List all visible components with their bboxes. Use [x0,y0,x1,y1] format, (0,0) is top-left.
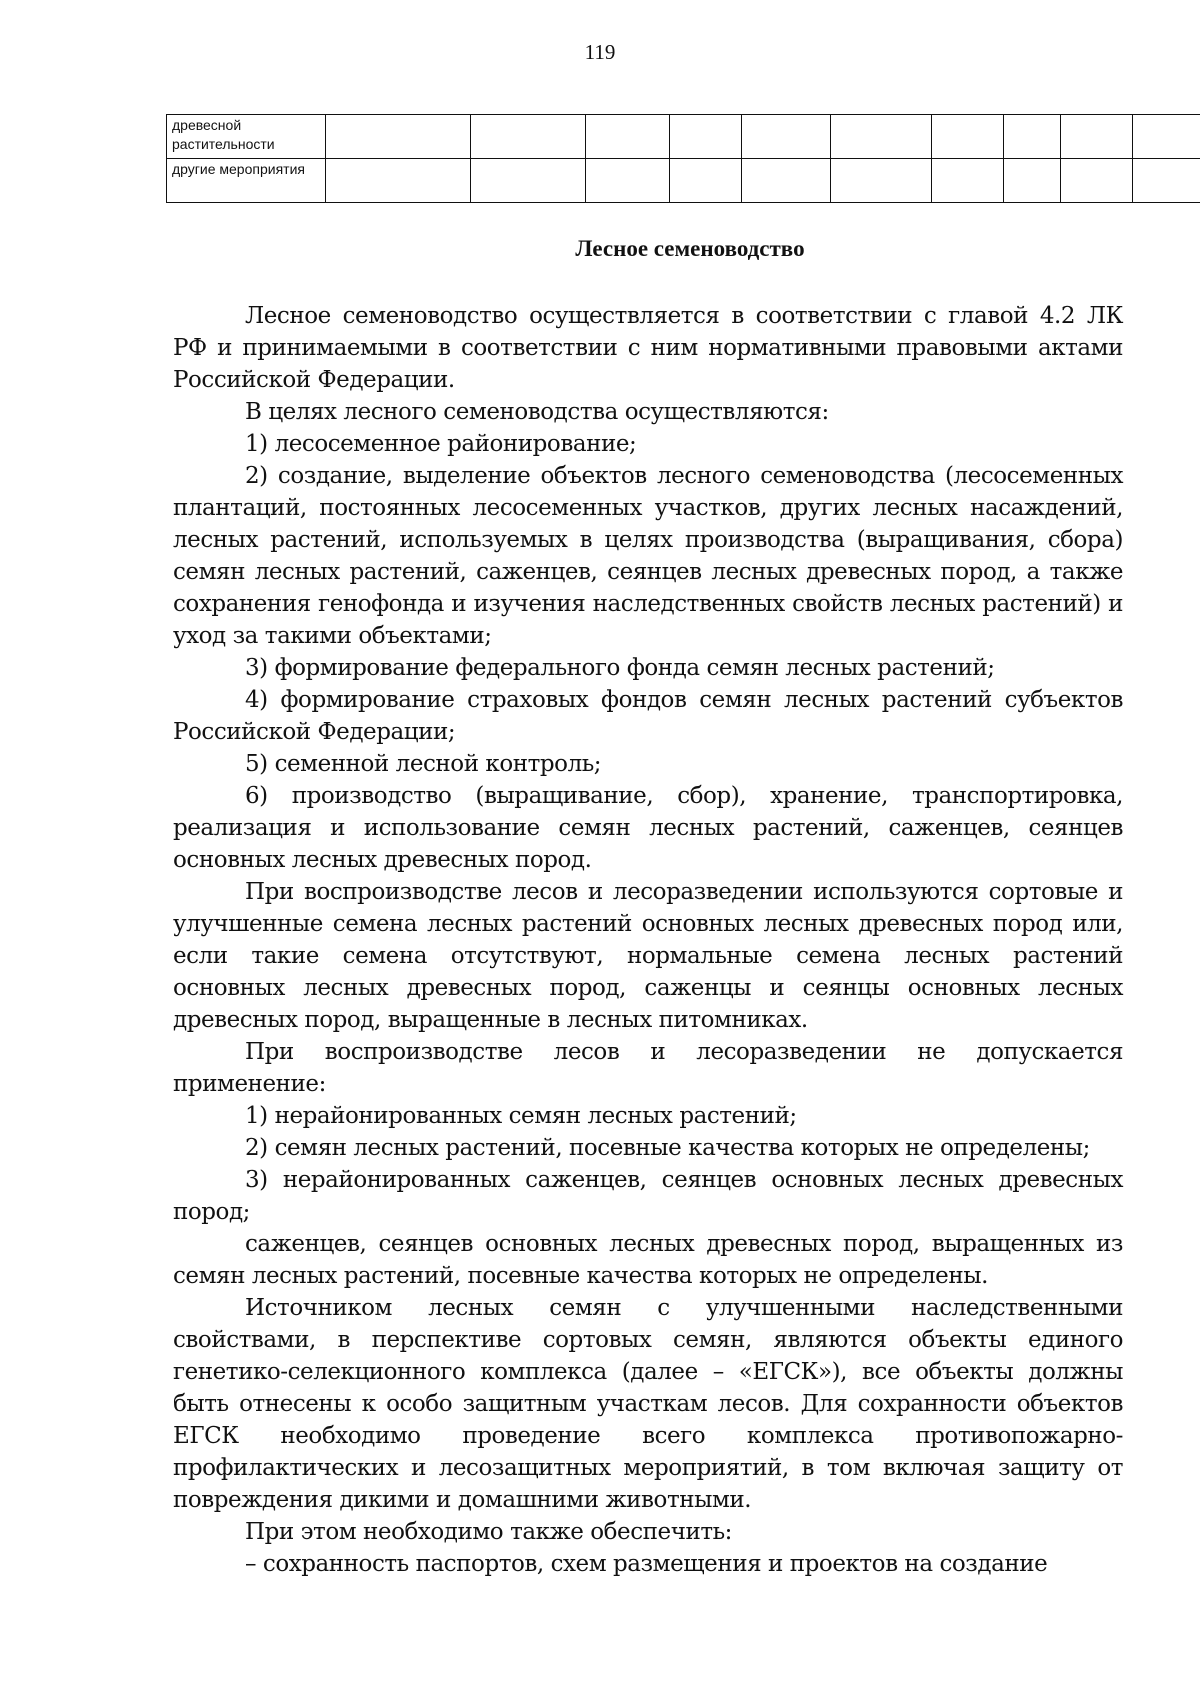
page-number: 119 [584,40,616,64]
paragraph: – сохранность паспортов, схем размещения и проектов на создание [245,1551,1048,1577]
paragraph: Лесное семеноводство осуществляется в соответствии с главой 4.2 ЛК РФ и принимаемыми в соответствии с ним нормативными правовыми актами Российской Федерации. [173,303,1123,393]
paragraph: При воспроизводстве лесов и лесоразведении используются сортовые и улучшенные семена лесных растений основных лесных древесных пород или, если такие семена отсутствуют, нормальные семена лесных растений основных лесных древесных пород, саженцы и сеянцы основных лесных древесных пород, выращенные в лесных питомниках. [173,879,1123,1033]
table-cell [670,115,742,159]
paragraph: саженцев, сеянцев основных лесных древесных пород, выращенных из семян лесных растений, посевные качества которых не определены. [173,1231,1123,1289]
document-body [173,300,1123,1580]
table-row [167,159,1200,203]
table-cell [326,115,471,159]
table-cell [831,115,932,159]
table-cell [742,159,831,203]
paragraph: 1) нерайонированных семян лесных растений; [245,1103,797,1129]
table-cell [1133,115,1200,159]
paragraph: 6) производство (выращивание, сбор), хранение, транспортировка, реализация и использование семян лесных растений, саженцев, сеянцев основных лесных древесных пород. [173,783,1123,873]
paragraph: 3) формирование федерального фонда семян лесных растений; [245,655,995,681]
paragraph: 2) семян лесных растений, посевные качества которых не определены; [245,1135,1090,1161]
table-body [167,115,1200,203]
table-cell [1061,115,1133,159]
table-cell [471,115,586,159]
paragraph: Источником лесных семян с улучшенными наследственными свойствами, в перспективе сортовых семян, являются объекты единого генетико-селекционного комплекса (далее – «ЕГСК»), все объекты должны быть отнесены к особо защитным участкам лесов. Для сохранности объектов ЕГСК необходимо проведение всего комплекса противопожарно-профилактических и лесозащитных мероприятий, в том включая защиту от повреждения дикими и домашними животными. [173,1295,1123,1513]
table-cell [586,115,670,159]
paragraph: В целях лесного семеноводства осуществляются: [245,399,829,425]
table-cell [1004,159,1061,203]
table-cell [1061,159,1133,203]
table-cell [471,159,586,203]
section-title: Лесное семеноводство [575,236,805,261]
table-cell [670,159,742,203]
table-cell [586,159,670,203]
paragraph: 5) семенной лесной контроль; [245,751,602,777]
table-cell [326,159,471,203]
table-cell: древесной растительности [167,115,326,159]
table-cell [932,159,1004,203]
table-cell [932,115,1004,159]
table-cell [742,115,831,159]
paragraph: 3) нерайонированных саженцев, сеянцев основных лесных древесных пород; [173,1167,1123,1225]
paragraph: При воспроизводстве лесов и лесоразведении не допускается применение: [173,1039,1123,1097]
table-cell [1004,115,1061,159]
paragraph: 2) создание, выделение объектов лесного семеноводства (лесосеменных плантаций, постоянных лесосеменных участков, других лесных насаждений, лесных растений, используемых в целях производства (выращивания, сбора) семян лесных растений, саженцев, сеянцев лесных древесных пород, а также сохранения генофонда и изучения наследственных свойств лесных растений) и уход за такими объектами; [173,463,1123,649]
table-cell [831,159,932,203]
table-cell: другие мероприятия [167,159,326,203]
table-row [167,115,1200,159]
paragraph: 1) лесосеменное районирование; [245,431,637,457]
table-cell [1133,159,1200,203]
paragraph: При этом необходимо также обеспечить: [245,1519,732,1545]
continued-table [166,114,1200,203]
paragraph: 4) формирование страховых фондов семян лесных растений субъектов Российской Федерации; [173,687,1123,745]
